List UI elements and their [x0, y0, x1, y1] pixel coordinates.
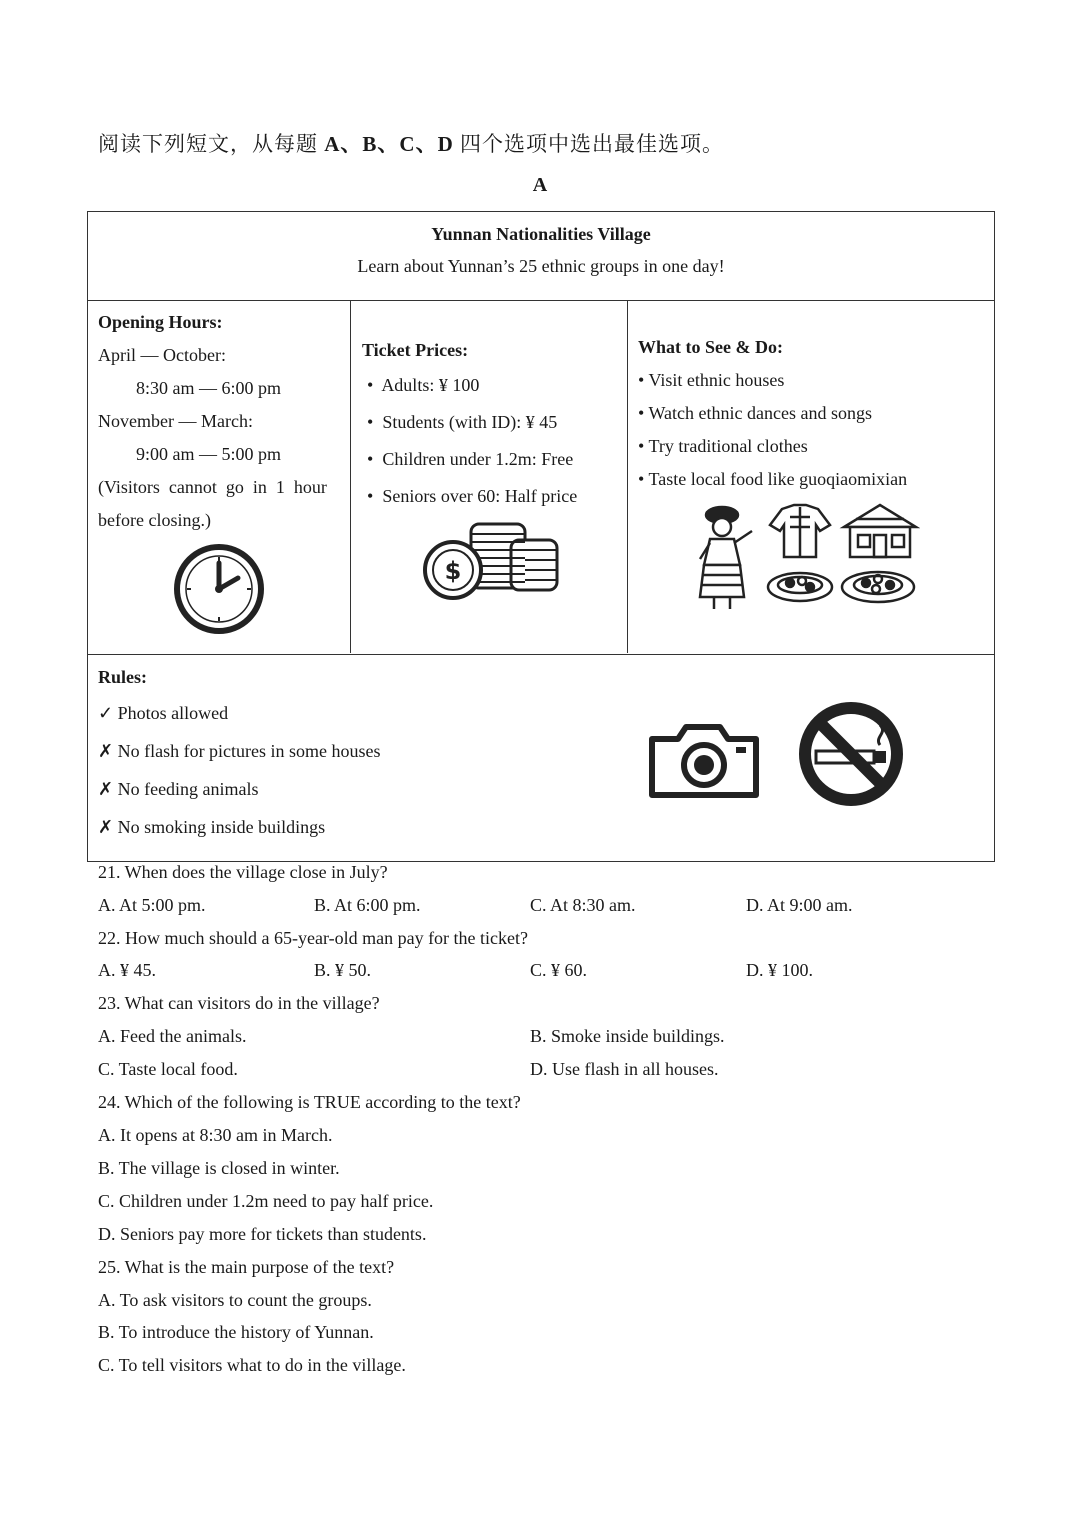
option: B. At 6:00 pm. — [314, 895, 421, 915]
instruction — [98, 128, 724, 158]
hours-time-2: 9:00 am — 5:00 pm — [136, 444, 281, 464]
question-stem: 22. How much should a 65-year-old man pay for the ticket? — [98, 928, 529, 948]
notice-box — [87, 211, 995, 862]
rules-cell — [88, 654, 994, 862]
rule-item: ✓ Photos allowed — [98, 703, 229, 723]
option: C. At 8:30 am. — [530, 895, 636, 915]
question-stem: 24. Which of the following is TRUE according to the text? — [98, 1092, 521, 1112]
instruction-text-before: 阅读下列短文，从每题 — [98, 132, 325, 156]
camera-icon — [644, 717, 764, 801]
culture-illustration — [698, 501, 920, 613]
question-stem: 25. What is the main purpose of the text? — [98, 1257, 395, 1277]
no-smoking-icon — [788, 701, 914, 807]
question-stem: 23. What can visitors do in the village? — [98, 993, 380, 1013]
hours-period-1: April — October: — [98, 345, 226, 365]
notice-header — [88, 212, 994, 301]
option: C. Taste local food. — [98, 1059, 238, 1079]
hours-time-1: 8:30 am — 6:00 pm — [136, 378, 281, 398]
clock-icon — [168, 544, 270, 634]
rule-item: ✗ No feeding animals — [98, 779, 259, 799]
ticket-prices-heading: Ticket Prices: — [362, 340, 469, 360]
option: C. Children under 1.2m need to pay half price. — [98, 1191, 434, 1211]
ticket-prices-cell — [351, 301, 628, 653]
option: A. To ask visitors to count the groups. — [98, 1290, 372, 1310]
ticket-item-text: Children under 1.2m: Free — [382, 449, 574, 469]
notice-title: Yunnan Nationalities Village — [431, 224, 651, 244]
option: D. Use flash in all houses. — [530, 1059, 719, 1079]
activity-item: • Taste local food like guoqiaomixian — [638, 469, 908, 489]
option: A. At 5:00 pm. — [98, 895, 206, 915]
notice-subtitle: Learn about Yunnan’s 25 ethnic groups in one day! — [357, 256, 725, 276]
option: D. ¥ 100. — [746, 960, 813, 980]
option: A. ¥ 45. — [98, 960, 156, 980]
what-to-see-heading: What to See & Do: — [638, 337, 783, 357]
opening-hours-cell — [88, 301, 351, 653]
option: A. It opens at 8:30 am in March. — [98, 1125, 333, 1145]
option: D. At 9:00 am. — [746, 895, 853, 915]
hours-note-line-2: before closing.) — [98, 510, 211, 530]
coins-icon — [419, 518, 561, 602]
rule-item: ✗ No smoking inside buildings — [98, 817, 326, 837]
option: B. ¥ 50. — [314, 960, 372, 980]
option: B. Smoke inside buildings. — [530, 1026, 725, 1046]
opening-hours-heading: Opening Hours: — [98, 312, 223, 332]
instruction-text-after: 四个选项中选出最佳选项。 — [453, 132, 725, 156]
section-label: A — [532, 174, 548, 196]
activity-item: • Watch ethnic dances and songs — [638, 403, 872, 423]
option: A. Feed the animals. — [98, 1026, 247, 1046]
ticket-item-text: Adults: ¥ 100 — [381, 375, 480, 395]
what-to-see-cell — [628, 301, 994, 653]
option: B. The village is closed in winter. — [98, 1158, 340, 1178]
ticket-item: • Students (with ID): ¥ 45 — [367, 412, 558, 432]
instruction-letters: A、B、C、D — [324, 132, 454, 156]
option: C. To tell visitors what to do in the village. — [98, 1355, 406, 1375]
option: B. To introduce the history of Yunnan. — [98, 1322, 374, 1342]
rule-item: ✗ No flash for pictures in some houses — [98, 741, 381, 761]
svg-text:$: $ — [444, 557, 462, 585]
activity-item: • Try traditional clothes — [638, 436, 808, 456]
option: C. ¥ 60. — [530, 960, 588, 980]
ticket-item: • Seniors over 60: Half price — [367, 486, 578, 506]
ticket-item: • Children under 1.2m: Free — [367, 449, 574, 469]
rules-heading: Rules: — [98, 667, 147, 687]
option: D. Seniors pay more for tickets than students. — [98, 1224, 427, 1244]
hours-period-2: November — March: — [98, 411, 253, 431]
ticket-item-text: Seniors over 60: Half price — [382, 486, 578, 506]
activity-item: • Visit ethnic houses — [638, 370, 785, 390]
ticket-item-text: Students (with ID): ¥ 45 — [382, 412, 558, 432]
hours-note-line-1: (Visitors cannot go in 1 hour — [98, 477, 327, 497]
question-stem: 21. When does the village close in July? — [98, 862, 388, 882]
ticket-item: • Adults: ¥ 100 — [367, 375, 480, 395]
